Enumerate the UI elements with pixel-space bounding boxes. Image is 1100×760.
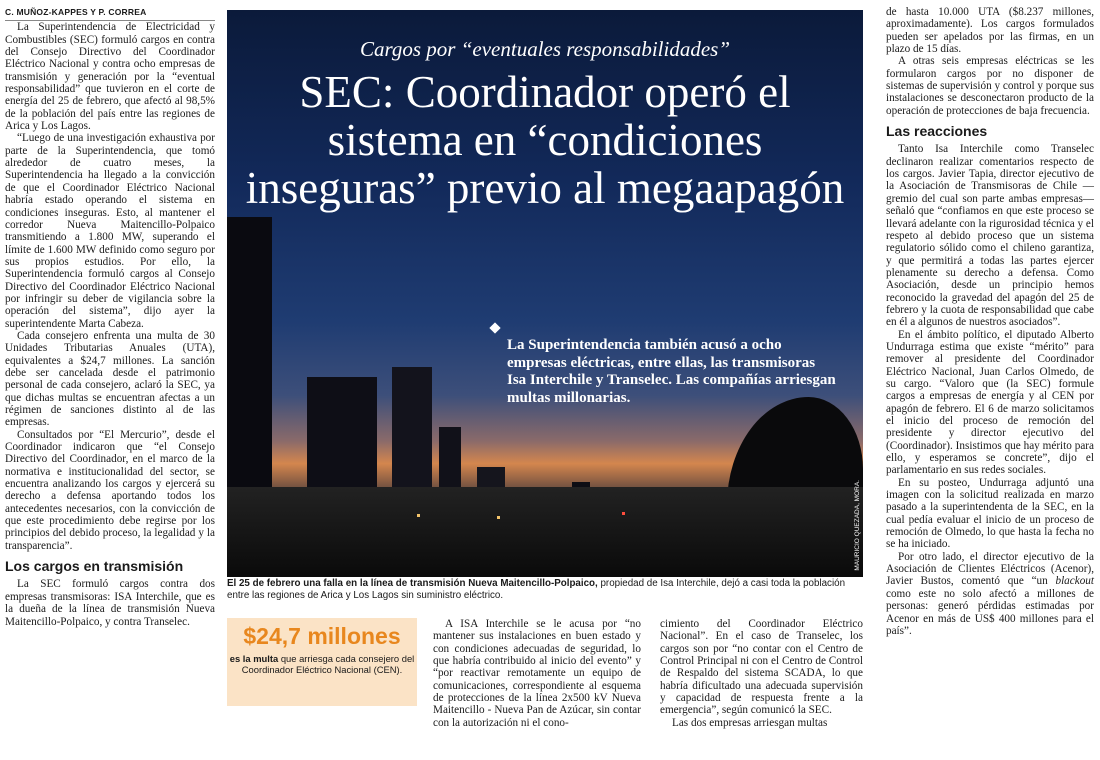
text-run: como este no solo afectó a millones de personas: generó pérdidas estimadas por Acenor en más de US$ 400 millones para el país”. bbox=[886, 587, 1094, 637]
byline: C. MUÑOZ-KAPPES Y P. CORREA bbox=[5, 6, 215, 21]
light bbox=[497, 516, 500, 519]
road bbox=[227, 487, 863, 577]
light bbox=[622, 512, 625, 515]
article-column-1 bbox=[5, 6, 215, 628]
light bbox=[417, 514, 420, 517]
photo-credit: MAURICIO QUEZADA, MORA. bbox=[854, 480, 861, 571]
hero-photo bbox=[227, 10, 863, 577]
article-column-3 bbox=[433, 618, 641, 729]
paragraph: de hasta 10.000 UTA ($8.237 millones, aproximadamente). Los cargos formulados pueden ser apelados por las firmas, en un plazo de 15 días. bbox=[886, 6, 1094, 56]
fact-rest: que arriesga cada consejero del Coordinador Eléctrico Nacional (CEN). bbox=[241, 653, 415, 675]
section-heading: Los cargos en transmisión bbox=[5, 558, 184, 575]
fact-amount: $24,7 millones bbox=[243, 623, 401, 649]
paragraph: En el ámbito político, el diputado Alberto Undurraga estima que existe “mérito” para remover al presidente del Coordinador Eléctrico Nacional, Juan Carlos Olmedo, de su cargo. “Valoro que (la SEC) formule cargos a empresas de energía y al CEN por apagón de febrero. El 6 de marzo solicitamos el inicio del proceso de remoción del presidente y director ejecutivo del (Coordinador). Insistimos que hay mérito para ello, y esperamos se concrete”, dijo el parlamentario en sus redes sociales. bbox=[886, 328, 1094, 477]
photo-caption bbox=[227, 578, 863, 602]
deck: La Superintendencia también acusó a ocho empresas eléctricas, entre ellas, las transmisoras Isa Interchile y Transelec. Las compañías arriesgan multas millonarias. bbox=[507, 337, 836, 406]
paragraph: La SEC formuló cargos contra dos empresas transmisoras: ISA Interchile, que es la dueña de la línea de transmisión Nueva Maitencillo-Polpaico, y contra Transelec. bbox=[5, 578, 215, 628]
fact-bold: es la multa bbox=[229, 653, 279, 664]
paragraph: A otras seis empresas eléctricas se les formularon cargos por no disponer de sistemas de supervisión y control y porque sus instalaciones se desconectaron producto de la operación de protecciones de baja frecuencia. bbox=[886, 55, 1094, 117]
paragraph: cimiento del Coordinador Eléctrico Nacional”. En el caso de Transelec, los cargos son por “no contar con el Centro de Control Principal ni con el Centro de Control de Respaldo del sistema SCADA, lo que habría dificultado una adecuada supervisión y capacidad de respuesta frente a la emergencia”, según comunicó la SEC. bbox=[660, 618, 863, 717]
text-run: Por otro lado, el director ejecutivo de la Asociación de Clientes Eléctricos (Acenor), Javier Bustos, comentó que “un bbox=[886, 550, 1094, 588]
fact-description bbox=[227, 653, 417, 675]
headline: SEC: Coordinador operó el sistema en “condiciones inseguras” previo al megaapagón bbox=[245, 67, 845, 213]
paragraph: Consultados por “El Mercurio”, desde el Coordinador indicaron que “el Consejo Directivo del Coordinador, en el marco de la normativa e institucionalidad del sector, se encuentra analizando los cargos y ejercerá su derecho a defensa aportando todos los antecedentes necesarios, con la convicción de que este procedimiento debe regirse por los principios del debido proceso, la legalidad y la transparencia”. bbox=[5, 428, 215, 552]
kicker: Cargos por “eventuales responsabilidades” bbox=[359, 37, 731, 61]
paragraph: En su posteo, Undurraga adjuntó una imagen con la solicitud realizada en marzo pasado a la superintendenta de la SEC, en la cual pedía evaluar el inicio de un proceso de remoción de Olmedo, lo que hasta la fecha no se ha iniciado. bbox=[886, 476, 1094, 551]
paragraph: Tanto Isa Interchile como Transelec declinaron realizar comentarios respecto de los cargos. Javier Tapia, director ejecutivo de la Asociación de Transmisoras de Chile —gremio del cual son parte ambas empresas— señaló que “confiamos en que este proceso se llevará adelante con la rigurosidad técnica y el respeto al debido proceso que un sistema regulatorio sólido como el chileno garantiza, y que permitirá a todas las partes ejercer plenamente su derecho a defensa. Como Asociación, desde un principio hemos reconocido la gravedad del apagón del 25 de febrero y la cuota de responsabilidad que cabe en él a algunos de nuestros asociados”. bbox=[886, 143, 1094, 329]
caption-rest: propiedad de Isa Interchile, dejó a casi toda la población entre las regiones de Arica y Los Lagos sin suministro eléctrico. bbox=[227, 578, 846, 601]
paragraph: Las dos empresas arriesgan multas bbox=[672, 716, 828, 729]
paragraph: Cada consejero enfrenta una multa de 30 Unidades Tributarias Anuales (UTA), equivalentes a $24,7 millones. La sanción debe ser cancelada desde el patrimonio personal de cada consejero, aclaró la SEC, ya que dichas multas se encuentran afectas a un régimen de sanciones distinto al de las empresas. bbox=[5, 329, 215, 429]
caption-bold: El 25 de febrero una falla en la línea de transmisión Nueva Maitencillo-Polpaico, bbox=[227, 578, 598, 589]
article-column-4 bbox=[660, 618, 863, 729]
paragraph: La Superintendencia de Electricidad y Combustibles (SEC) formuló cargos en contra del Consejo Directivo del Coordinador Eléctrico Nacional y contra ocho empresas de transmisión y generación por la “eventual responsabilidad” que tuvieron en el corte de energía del 25 de febrero, que afectó al 98,5% de la población del país entre las regiones de Arica y Los Lagos. bbox=[5, 21, 215, 133]
fact-box bbox=[227, 618, 417, 706]
paragraph bbox=[886, 551, 1094, 637]
section-heading: Las reacciones bbox=[886, 123, 988, 140]
paragraph: A ISA Interchile se le acusa por “no mantener sus instalaciones en buen estado y con condiciones adecuadas de seguridad, lo que habría contribuido al inicio del evento” y “por reactivar remotamente un equipo de comunicaciones, correspondiente al esquema de protecciones de la línea 2x500 kV Nueva Maitencillo - Nueva Pan de Azúcar, sin contar con la autorización ni el cono- bbox=[433, 618, 641, 729]
emphasis: blackout bbox=[1055, 575, 1094, 588]
diamond-icon bbox=[489, 322, 500, 333]
article-column-5 bbox=[886, 6, 1094, 637]
paragraph: “Luego de una investigación exhaustiva por parte de la Superintendencia, que tomó alrededor de cuatro meses, la Superintendencia ha llegado a la convicción de que el Coordinador Eléctrico Nacional habría estado operando el sistema en condiciones inseguras. Esto, al mantener el corredor Nueva Maitencillo-Polpaico transmitiendo a 1.800 MW, superando el límite de 1.600 MW definido como seguro por sus propios estudios. Por ello, la Superintendencia formuló cargos al Consejo Directivo del Coordinador Eléctrico Nacional por infringir su deber de vigilancia sobre la operación del sistema”, dijo ayer la superintendente Marta Cabeza. bbox=[5, 132, 215, 330]
